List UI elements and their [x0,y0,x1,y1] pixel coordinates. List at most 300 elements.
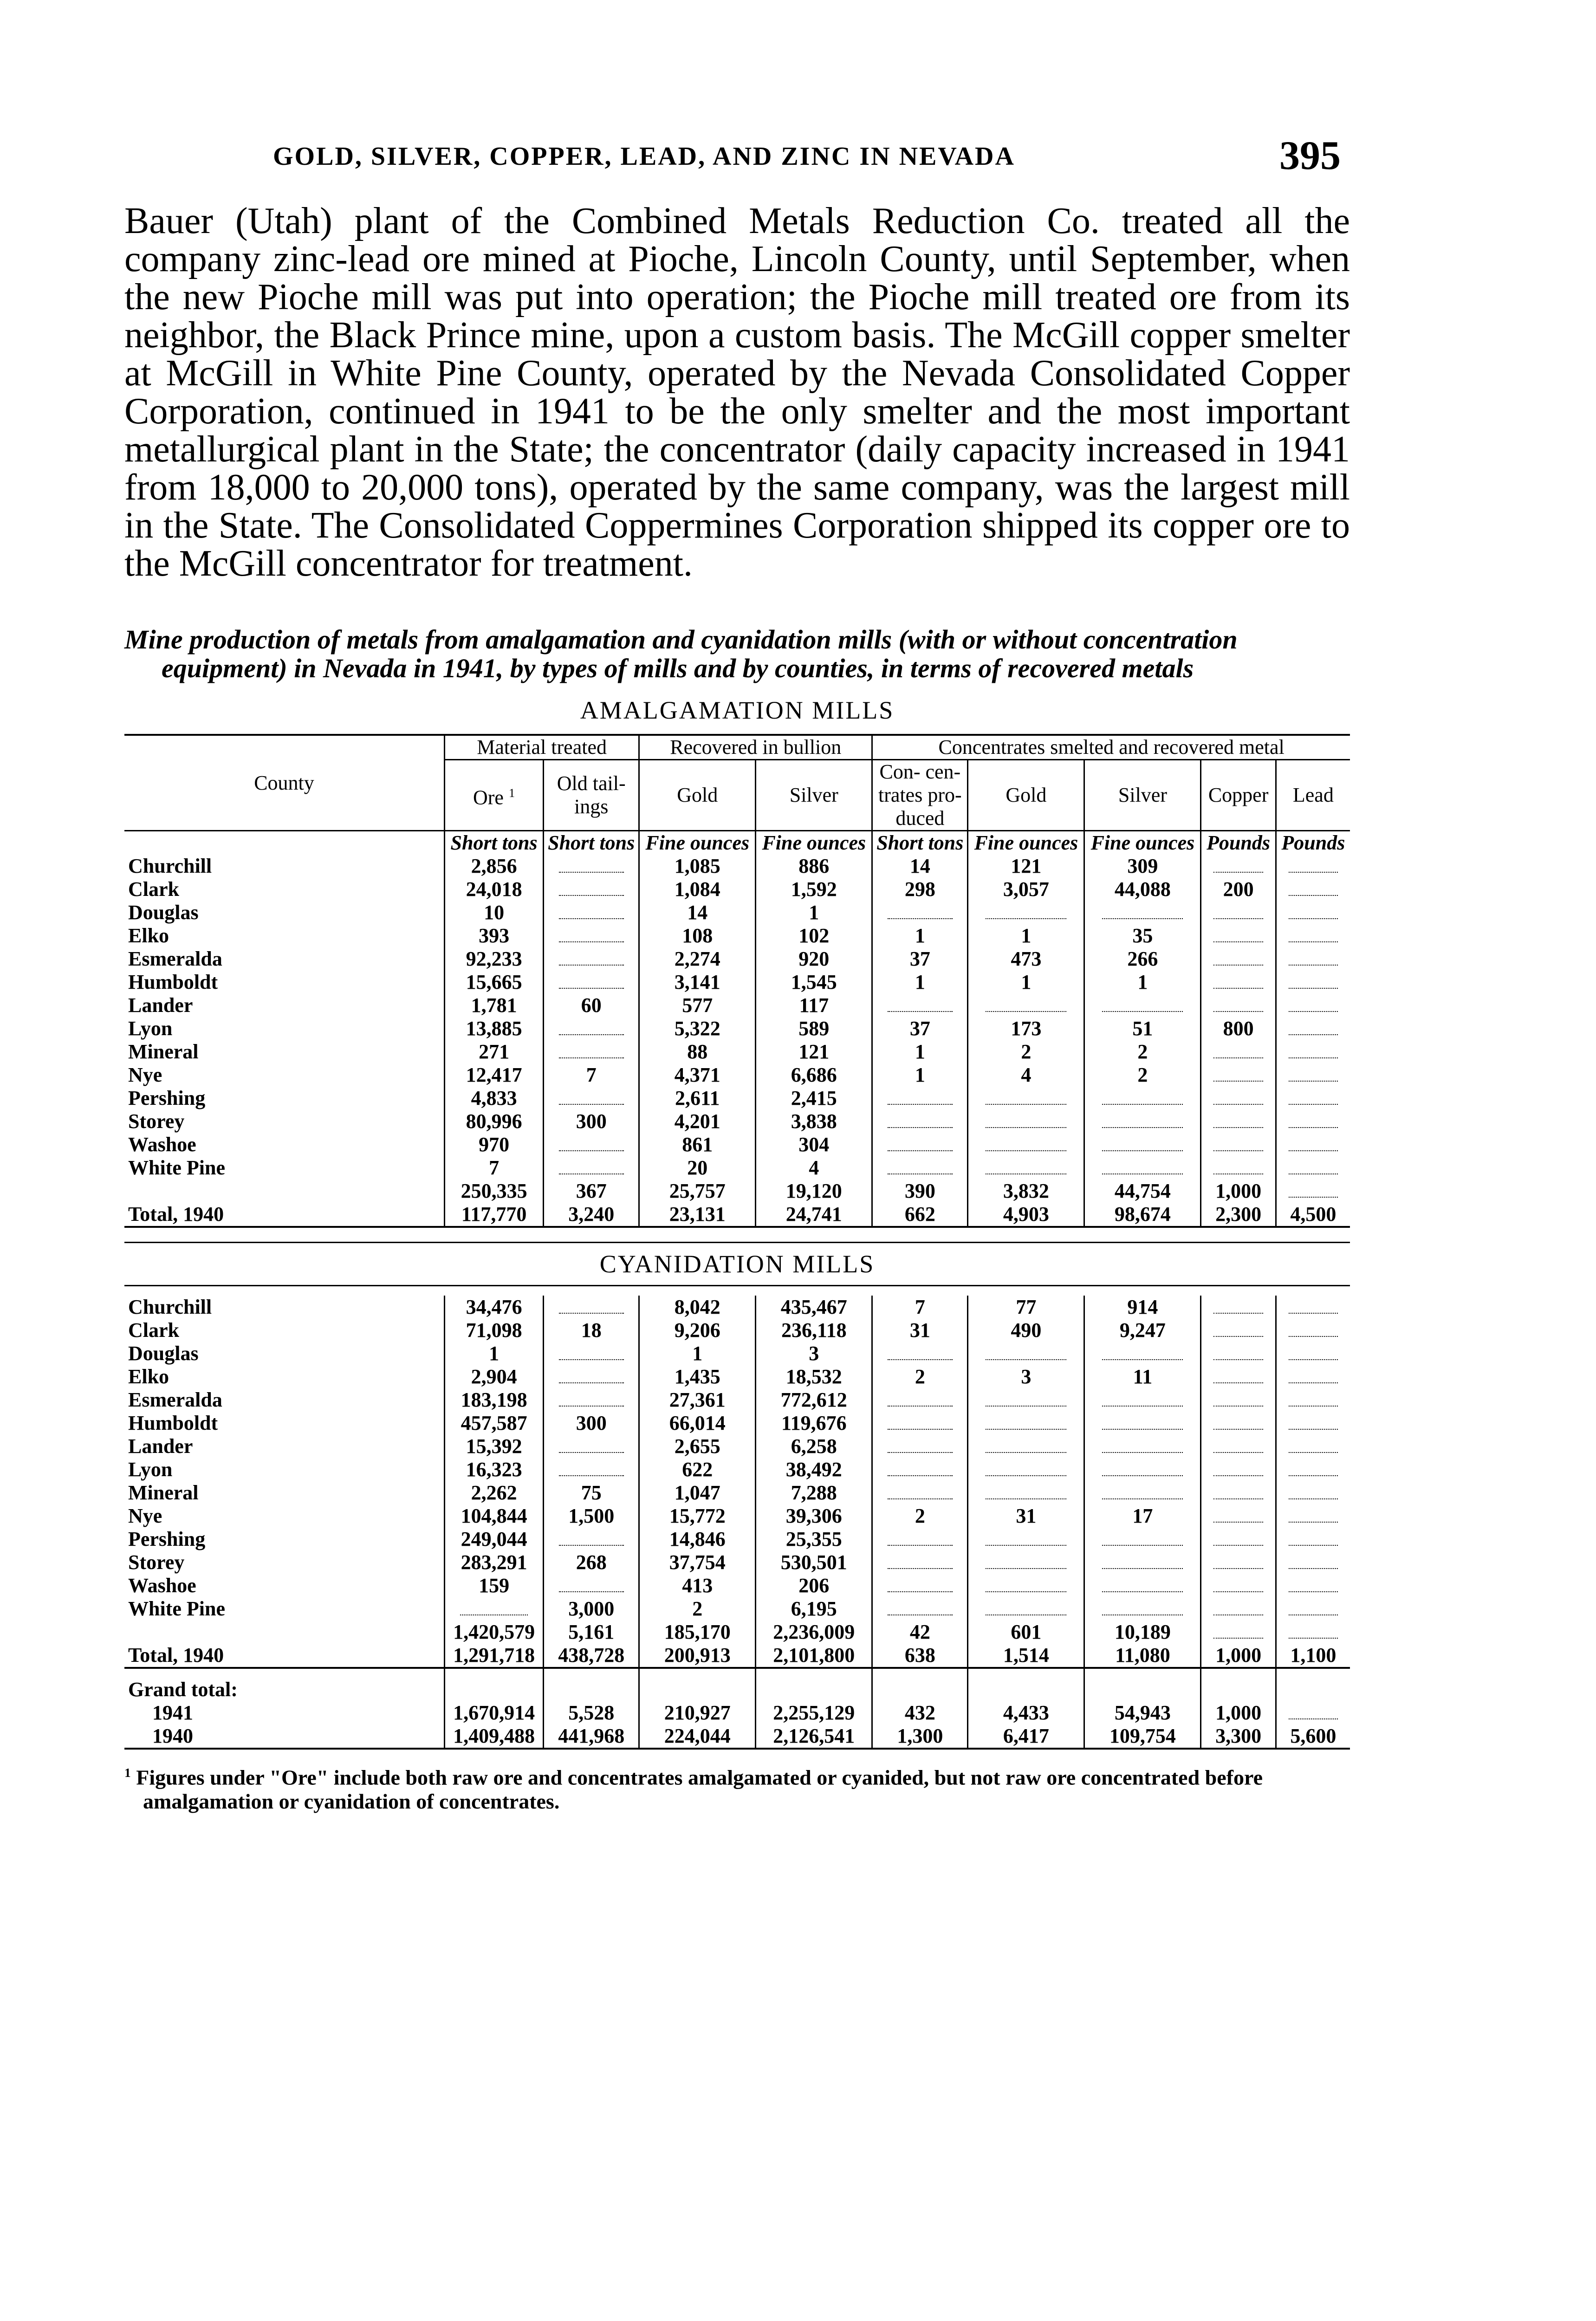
table-row [124,1701,1350,1725]
blank-dash [559,972,624,989]
county-name: Esmeralda [128,1388,222,1411]
table-cell: 438,728 [544,1644,639,1668]
table-cell [1276,1319,1350,1342]
blank-dash [1213,1459,1263,1476]
blank-dash [559,1343,624,1360]
table-cell [544,878,639,901]
table-row [124,1621,1350,1644]
table-cell [1276,1528,1350,1551]
table-cell [1201,1528,1276,1551]
blank-dash [1213,1529,1263,1546]
table-cell: 920 [756,947,872,971]
county-name: White Pine [128,1156,225,1179]
table-cell: 638 [872,1644,968,1668]
table-cell: 42 [872,1621,968,1644]
blank-dash [1213,1506,1263,1523]
table-cell [1276,1017,1350,1040]
table-cell [1201,1388,1276,1412]
table-cell [872,1342,968,1365]
blank-dash [1289,902,1338,919]
table-cell [872,901,968,924]
table-cell [544,1342,639,1365]
blank-dash [888,1599,953,1615]
table-cell [544,1017,639,1040]
table-cell: 393 [445,924,544,947]
table-cell [1084,1342,1201,1365]
table-cell: 1,085 [639,855,756,878]
table-cell: 861 [639,1133,756,1156]
table-cell: 1,781 [445,994,544,1017]
table-cell: 15,665 [445,971,544,994]
table-cell: 92,233 [445,947,544,971]
table-cell: 2 [872,1365,968,1388]
table-cell [544,924,639,947]
table-cell: 14 [639,901,756,924]
blank-dash [1213,856,1263,873]
table-row [124,1458,1350,1481]
table-cell: 25,757 [639,1180,756,1203]
blank-dash [1213,1158,1263,1174]
blank-dash [888,1575,953,1592]
table-cell [1201,855,1276,878]
blank-dash [1289,1135,1338,1151]
table-cell [1201,1040,1276,1063]
table-cell [1276,1296,1350,1319]
blank-dash [1213,1483,1263,1499]
table-cell [968,1597,1084,1621]
table-cell: 3,057 [968,878,1084,901]
blank-dash [1213,1413,1263,1430]
blank-dash [1289,1529,1338,1546]
table-cell: 37 [872,947,968,971]
blank-dash [1213,1111,1263,1128]
table-cell: 1 [756,901,872,924]
table-cell: 104,844 [445,1504,544,1528]
table-cell: 622 [639,1458,756,1481]
table-cell: 4,903 [968,1203,1084,1227]
table-cell: 3 [756,1342,872,1365]
table-cell: 2 [639,1597,756,1621]
table-row [124,1725,1350,1749]
blank-dash [986,1575,1066,1592]
table-cell [544,1365,639,1388]
table-cell: 224,044 [639,1725,756,1749]
running-head [124,132,1350,183]
blank-dash [986,1088,1066,1105]
table-row [124,1342,1350,1365]
table-cell: 457,587 [445,1412,544,1435]
table-cell: 37 [872,1017,968,1040]
county-name: Elko [128,924,169,947]
blank-dash [1289,1436,1338,1453]
bullion-gold-header: Gold [639,760,756,831]
blank-dash [888,1158,953,1174]
table-cell: 4 [756,1156,872,1180]
blank-dash [1289,1459,1338,1476]
table-cell: 2 [1084,1063,1201,1087]
blank-dash [1289,1390,1338,1407]
table-row [124,1040,1350,1063]
table-cell [1201,1365,1276,1388]
blank-dash [986,1111,1066,1128]
table-cell [544,1458,639,1481]
blank-dash [1102,1413,1183,1430]
table-cell: 23,131 [639,1203,756,1227]
table-cell: 206 [756,1574,872,1597]
table-cell: 44,088 [1084,878,1201,901]
table-cell: 44,754 [1084,1180,1201,1203]
table-cell: 1,409,488 [445,1725,544,1749]
county-name: Clark [128,1319,179,1342]
table-row [124,947,1350,971]
blank-dash [559,949,624,966]
blank-dash [986,1436,1066,1453]
blank-dash [1289,1552,1338,1569]
table-cell: 108 [639,924,756,947]
table-cell: 577 [639,994,756,1017]
table-cell: 1 [872,1063,968,1087]
table-row [124,1203,1350,1227]
blank-dash [1102,1135,1183,1151]
table-cell [872,1412,968,1435]
blank-dash [1289,1483,1338,1499]
lead-header: Lead [1276,760,1350,831]
table-cell: 1,047 [639,1481,756,1504]
table-cell: 1 [872,971,968,994]
table-cell: 109,754 [1084,1725,1201,1749]
recovered-in-bullion-header: Recovered in bullion [639,735,872,760]
table-cell [544,1574,639,1597]
blank-dash [1289,1088,1338,1105]
table-cell: 5,528 [544,1701,639,1725]
conc-gold-header: Gold [968,760,1084,831]
blank-dash [559,1367,624,1383]
table-cell: 15,772 [639,1504,756,1528]
blank-dash [1289,1622,1338,1639]
table-row [124,1551,1350,1574]
blank-dash [1289,1343,1338,1360]
table-cell: 886 [756,855,872,878]
blank-dash [986,1483,1066,1499]
table-cell: 31 [968,1504,1084,1528]
blank-dash [1289,1042,1338,1058]
blank-dash [888,1343,953,1360]
blank-dash [559,1088,624,1105]
table-cell [1201,901,1276,924]
blank-dash [986,1413,1066,1430]
table-cell [968,1110,1084,1133]
table-cell: 3,141 [639,971,756,994]
table-cell: 117,770 [445,1203,544,1227]
table-cell [544,1133,639,1156]
table-cell: 772,612 [756,1388,872,1412]
table-cell [544,1528,639,1551]
table-cell: 1,435 [639,1365,756,1388]
table-row [124,1574,1350,1597]
table-cell: 51 [1084,1017,1201,1040]
table-cell: 1,670,914 [445,1701,544,1725]
blank-dash [1289,949,1338,966]
table-cell [1201,1597,1276,1621]
table-cell [544,1296,639,1319]
table-cell: 271 [445,1040,544,1063]
blank-dash [1102,1390,1183,1407]
units-row: Short tons Short tons Fine ounces Fine ounces Short tons Fine ounces Fine ounces Pounds Pounds [124,831,1350,855]
table-cell: 77 [968,1296,1084,1319]
table-cell: 3,000 [544,1597,639,1621]
county-name: 1941 [152,1701,193,1724]
county-name: Mineral [128,1040,199,1063]
table-cell [1201,1133,1276,1156]
table-cell: 7 [544,1063,639,1087]
blank-dash [1213,1575,1263,1592]
table-cell [872,1528,968,1551]
table-cell [544,1040,639,1063]
table-cell: 268 [544,1551,639,1574]
material-treated-header: Material treated [445,735,639,760]
blank-dash [1102,1436,1183,1453]
table-cell [1276,971,1350,994]
table-cell [544,855,639,878]
table-cell: 37,754 [639,1551,756,1574]
table-cell: 1,000 [1201,1644,1276,1668]
blank-dash [986,1552,1066,1569]
blank-dash [1213,1390,1263,1407]
county-name: Pershing [128,1528,206,1550]
blank-dash [559,1529,624,1546]
table-cell [445,1597,544,1621]
grand-total-label: Grand total: [128,1678,238,1701]
table-cell [1084,1412,1201,1435]
table-cell: 1,545 [756,971,872,994]
table-cell [1276,878,1350,901]
table-cell: 1 [872,924,968,947]
table-cell [1084,1133,1201,1156]
running-head-title: GOLD, SILVER, COPPER, LEAD, AND ZINC IN NEVADA [273,142,1015,171]
table-row [124,1180,1350,1203]
blank-dash [888,1135,953,1151]
footnote: $^1$ Figures under "Ore" include both raw ore and concentrates amalgamated or cyanided, but not raw ore concentrated before amalgamation or cyanidation of concentrates. [124,1765,1263,1814]
grand-total-body [124,1668,1350,1749]
county-name: Lyon [128,1017,173,1040]
county-name: Esmeralda [128,947,222,970]
table-cell: 4,433 [968,1701,1084,1725]
table-cell [1276,1133,1350,1156]
table-cell: 2 [872,1504,968,1528]
blank-dash [888,902,953,919]
table-cell: 3,832 [968,1180,1084,1203]
blank-dash [1213,1343,1263,1360]
table-cell: 6,686 [756,1063,872,1087]
table-cell [872,1388,968,1412]
table-row [124,901,1350,924]
table-cell [1201,1342,1276,1365]
table-row [124,1063,1350,1087]
concentrates-header: Concentrates smelted and recovered metal [872,735,1350,760]
table-row [124,1435,1350,1458]
table-cell: 2,415 [756,1087,872,1110]
table-cell: 1 [968,924,1084,947]
table-cell [1201,1296,1276,1319]
table-cell [1084,1458,1201,1481]
table-cell [968,1412,1084,1435]
table-cell [1276,994,1350,1017]
table-cell: 9,247 [1084,1319,1201,1342]
table-cell [544,947,639,971]
table-cell [544,971,639,994]
table-cell [872,994,968,1017]
concentrates-produced-header: Con- cen- trates pro- duced [872,760,968,831]
table-cell [968,1087,1084,1110]
bullion-silver-header: Silver [756,760,872,831]
blank-dash [1289,1158,1338,1174]
table-cell: 210,927 [639,1701,756,1725]
table-cell: 6,258 [756,1435,872,1458]
table-cell: 10,189 [1084,1621,1201,1644]
table-cell: 117 [756,994,872,1017]
table-cell: 121 [968,855,1084,878]
table-cell: 5,161 [544,1621,639,1644]
table-cell: 4,201 [639,1110,756,1133]
table-cell [1201,1319,1276,1342]
blank-dash [1213,1042,1263,1058]
table-cell: 20 [639,1156,756,1180]
blank-dash [559,1575,624,1592]
blank-dash [986,1343,1066,1360]
blank-dash [1102,1459,1183,1476]
blank-dash [888,1459,953,1476]
blank-dash [1102,1552,1183,1569]
table-cell: 2,655 [639,1435,756,1458]
amalgamation-title: AMALGAMATION MILLS [580,696,895,724]
table-cell [968,1551,1084,1574]
table-cell [872,1481,968,1504]
table-cell: 34,476 [445,1296,544,1319]
county-name: Lander [128,994,193,1017]
table-cell [872,1597,968,1621]
blank-dash [1102,1158,1183,1174]
table-cell: 2,236,009 [756,1621,872,1644]
table-cell: 27,361 [639,1388,756,1412]
table-cell: 54,943 [1084,1701,1201,1725]
table-cell [1276,1574,1350,1597]
blank-dash [1213,1297,1263,1314]
table-cell [968,1435,1084,1458]
blank-dash [1289,995,1338,1012]
table-cell: 185,170 [639,1621,756,1644]
table-cell: 14 [872,855,968,878]
blank-dash [559,1390,624,1407]
table-row [124,1504,1350,1528]
table-cell: 1,084 [639,878,756,901]
footnote-ref: 1 [508,785,515,800]
table-cell [968,994,1084,1017]
table-cell [1201,971,1276,994]
county-name: Humboldt [128,1412,218,1434]
table-cell: 98,674 [1084,1203,1201,1227]
table-row [124,924,1350,947]
table-cell [872,1574,968,1597]
table-cell: 589 [756,1017,872,1040]
county-name: Total, 1940 [124,1644,445,1668]
table-cell: 1,291,718 [445,1644,544,1668]
table-row [124,1296,1350,1319]
table-cell: 7,288 [756,1481,872,1504]
table-cell [1201,1412,1276,1435]
table-cell: 16,323 [445,1458,544,1481]
table-cell [1201,1504,1276,1528]
county-name: Douglas [128,1342,199,1365]
table-cell: 435,467 [756,1296,872,1319]
table-cell [1201,1110,1276,1133]
table-cell: 173 [968,1017,1084,1040]
table-cell: 601 [968,1621,1084,1644]
table-caption: Mine production of metals from amalgamation and cyanidation mills (with or without concentration equipment) in Nevada in 1941, by types of mills and by counties, in terms of recovered metals [124,624,1238,683]
table-cell: 530,501 [756,1551,872,1574]
blank-dash [1289,926,1338,942]
table-cell [1084,1435,1201,1458]
blank-dash [1213,949,1263,966]
table-row [124,1017,1350,1040]
table-cell: 1 [872,1040,968,1063]
blank-dash [986,1599,1066,1615]
table-cell [1276,855,1350,878]
table-row [124,1156,1350,1180]
table-cell [1201,1458,1276,1481]
county-name: Total, 1940 [124,1203,445,1227]
table-cell [1084,994,1201,1017]
table-cell: 2 [968,1040,1084,1063]
table-cell [1084,1110,1201,1133]
table-row [124,1597,1350,1621]
ore-header: Ore $^1$ [445,760,544,831]
table-cell: 473 [968,947,1084,971]
blank-dash [986,1529,1066,1546]
table-cell [1201,1087,1276,1110]
table-cell [1201,1551,1276,1574]
county-name: Washoe [128,1133,196,1156]
table-cell [872,1110,968,1133]
table-cell: 39,306 [756,1504,872,1528]
table-cell [968,1133,1084,1156]
table-cell [1201,1156,1276,1180]
county-name: Humboldt [128,971,218,993]
table-cell [1201,1574,1276,1597]
table-row [124,855,1350,878]
table-cell [1276,1110,1350,1133]
table-cell: 6,417 [968,1725,1084,1749]
blank-dash [1289,1599,1338,1615]
table-cell: 266 [1084,947,1201,971]
table-cell [1276,1551,1350,1574]
blank-dash [1102,1529,1183,1546]
table-cell: 1,500 [544,1504,639,1528]
blank-dash [1289,1018,1338,1035]
table-cell [1276,1180,1350,1203]
cyanidation-title: CYANIDATION MILLS [124,1242,1350,1286]
county-name: Storey [128,1110,185,1133]
table-cell [1276,1342,1350,1365]
blank-dash [1213,1436,1263,1453]
table-cell: 2,255,129 [756,1701,872,1725]
table-cell: 3,300 [1201,1725,1276,1749]
table-cell [1201,924,1276,947]
table-cell: 200,913 [639,1644,756,1668]
table-cell [1276,1412,1350,1435]
blank-dash [986,902,1066,919]
table-cell: 413 [639,1574,756,1597]
county-name: Nye [128,1504,162,1527]
